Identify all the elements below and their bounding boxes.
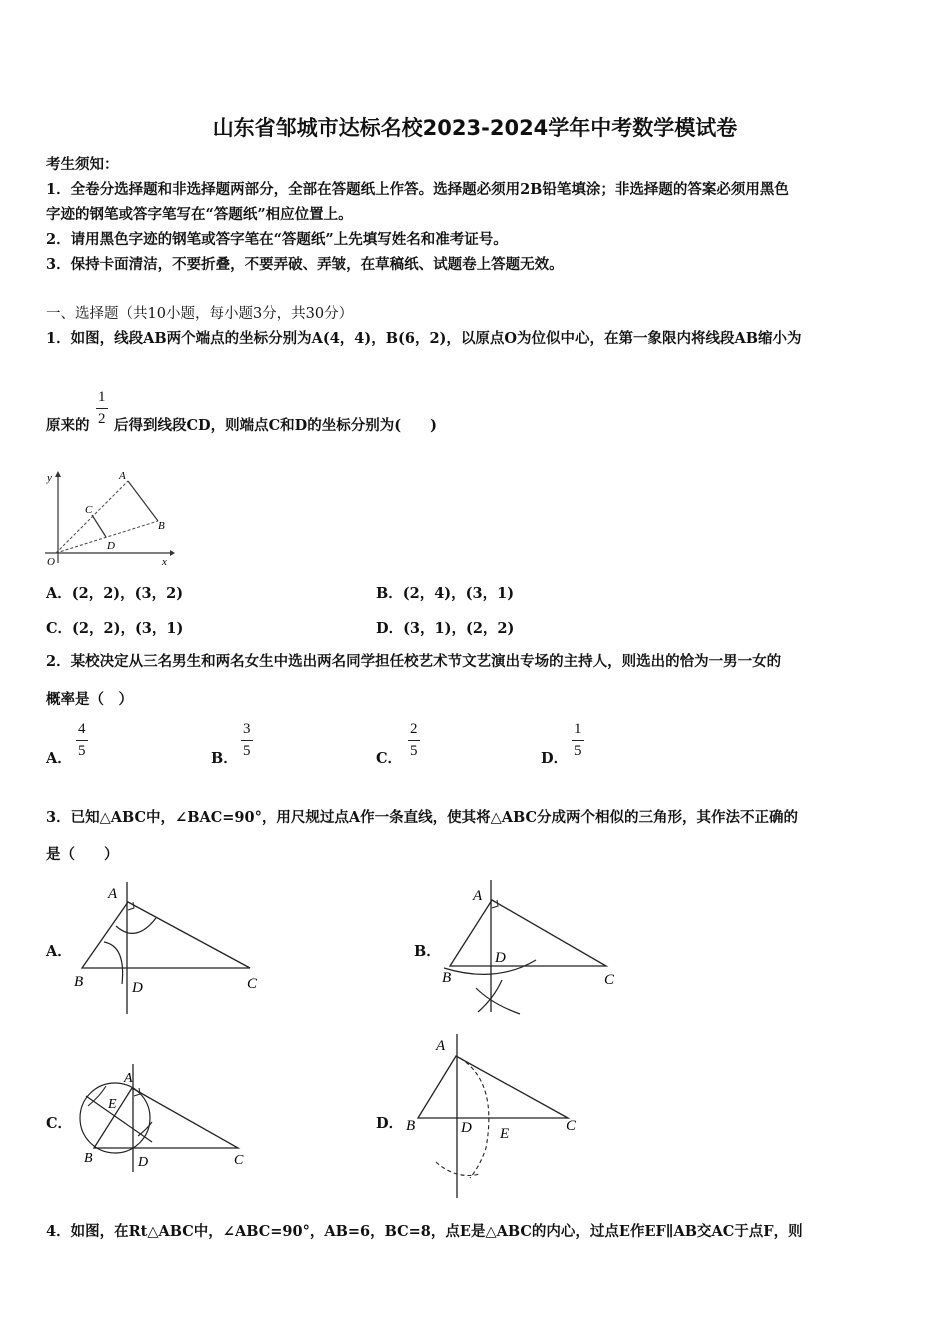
q2-option-b-label[interactable]: B．: [211, 750, 238, 767]
q1-frac-den: 2: [98, 411, 106, 427]
q3-figure-a: [70, 872, 270, 1022]
q1-label-y: y: [47, 472, 52, 484]
q1-label-A: A: [119, 470, 126, 482]
q3-option-b[interactable]: B．: [414, 943, 441, 960]
q1-label-D: D: [107, 540, 115, 552]
notice-line-3: 3．保持卡面清洁，不要折叠，不要弄破、弄皱，在草稿纸、试题卷上答题无效。: [46, 256, 564, 273]
q1-option-c[interactable]: C．(2，2)，(3，1): [46, 620, 184, 637]
q1-figure: [40, 465, 180, 575]
q3-option-c[interactable]: C．: [46, 1115, 73, 1132]
page-title: 山东省邹城市达标名校2023-2024学年中考数学模试卷: [212, 116, 738, 140]
q2-c-num: 2: [410, 721, 418, 737]
q1-option-b[interactable]: B．(2，4)，(3，1): [376, 585, 515, 602]
q3b-label-A: A: [473, 888, 483, 904]
q3a-label-A: A: [108, 886, 118, 902]
q1-fraction: [96, 390, 108, 427]
q4-line-1: 4．如图，在Rt△ABC中，∠ABC=90°，AB=6，BC=8，点E是△ABC的内心，过点E作EF∥AB交AC于点F，则: [46, 1223, 803, 1240]
fraction-bar: [96, 408, 108, 409]
fraction-bar: [408, 740, 420, 741]
q2-option-a-label[interactable]: A．: [46, 750, 72, 767]
q1-label-O: O: [47, 556, 55, 568]
q3d-label-E: E: [500, 1126, 510, 1142]
q1-line-2-pre: 原来的: [46, 417, 90, 434]
q2-d-den: 5: [574, 743, 582, 759]
q3-line-2: 是（ ）: [46, 846, 119, 863]
q2-a-num: 4: [78, 721, 86, 737]
q3-figure-b: [436, 872, 636, 1022]
q3c-label-C: C: [234, 1153, 244, 1168]
q2-line-1: 2．某校决定从三名男生和两名女生中选出两名同学担任校艺术节文艺演出专场的主持人，则选出的恰为一男一女的: [46, 653, 782, 670]
q3d-label-C: C: [566, 1118, 577, 1134]
q3-figure-d: [400, 1030, 590, 1200]
q3b-label-B: B: [442, 970, 452, 986]
q3-figure-c: [70, 1060, 260, 1175]
q3c-label-D: D: [138, 1155, 149, 1170]
q2-option-b-fraction: [241, 722, 253, 759]
q3d-label-B: B: [406, 1118, 416, 1134]
q2-option-d-fraction: [572, 722, 584, 759]
q2-option-c-fraction: [408, 722, 420, 759]
q3a-label-D: D: [132, 980, 143, 996]
notice-line-2: 2．请用黑色字迹的钢笔或答字笔在“答题纸”上先填写姓名和准考证号。: [46, 231, 508, 248]
q3a-label-B: B: [74, 974, 84, 990]
q3b-label-C: C: [604, 972, 615, 988]
q2-c-den: 5: [410, 743, 418, 759]
q2-b-num: 3: [243, 721, 251, 737]
q2-d-num: 1: [574, 721, 582, 737]
q1-label-x: x: [162, 556, 167, 568]
q1-option-d[interactable]: D．(3，1)，(2，2): [376, 620, 515, 637]
q3c-label-E: E: [108, 1097, 117, 1112]
notice-line-1b: 字迹的钢笔或答字笔写在“答题纸”相应位置上。: [46, 206, 353, 223]
q2-option-a-fraction: [76, 722, 88, 759]
q1-line-2-post: 后得到线段CD，则端点C和D的坐标分别为( ): [114, 417, 437, 434]
notice-heading: 考生须知：: [46, 156, 119, 173]
q2-option-c-label[interactable]: C．: [376, 750, 403, 767]
fraction-bar: [572, 740, 584, 741]
fraction-bar: [241, 740, 253, 741]
q3-option-d[interactable]: D．: [376, 1115, 404, 1132]
q3c-label-A: A: [124, 1071, 133, 1086]
q2-option-d-label[interactable]: D．: [541, 750, 569, 767]
q2-a-den: 5: [78, 743, 86, 759]
q1-option-a[interactable]: A．(2，2)，(3，2): [46, 585, 184, 602]
q3d-label-D: D: [461, 1120, 472, 1136]
section-heading: 一、选择题（共10小题，每小题3分，共30分）: [46, 306, 354, 322]
q3d-label-A: A: [436, 1038, 446, 1054]
q2-b-den: 5: [243, 743, 251, 759]
q1-label-C: C: [85, 504, 93, 516]
notice-line-1a: 1．全卷分选择题和非选择题两部分，全部在答题纸上作答。选择题必须用2B铅笔填涂；非选择题的答案必须用黑色: [46, 181, 789, 198]
q3a-label-C: C: [247, 976, 258, 992]
q1-frac-num: 1: [98, 389, 106, 405]
q3c-label-B: B: [84, 1151, 93, 1166]
fraction-bar: [76, 740, 88, 741]
q1-line-1: 1．如图，线段AB两个端点的坐标分别为A(4，4)，B(6，2)，以原点O为位似中心，在第一象限内将线段AB缩小为: [46, 330, 802, 347]
q3-option-a[interactable]: A．: [46, 943, 72, 960]
q1-label-B: B: [158, 520, 165, 532]
q2-line-2: 概率是（ ）: [46, 691, 133, 708]
q3b-label-D: D: [495, 950, 506, 966]
q3-line-1: 3．已知△ABC中，∠BAC=90°，用尺规过点A作一条直线，使其将△ABC分成两个相似的三角形，其作法不正确的: [46, 809, 799, 826]
